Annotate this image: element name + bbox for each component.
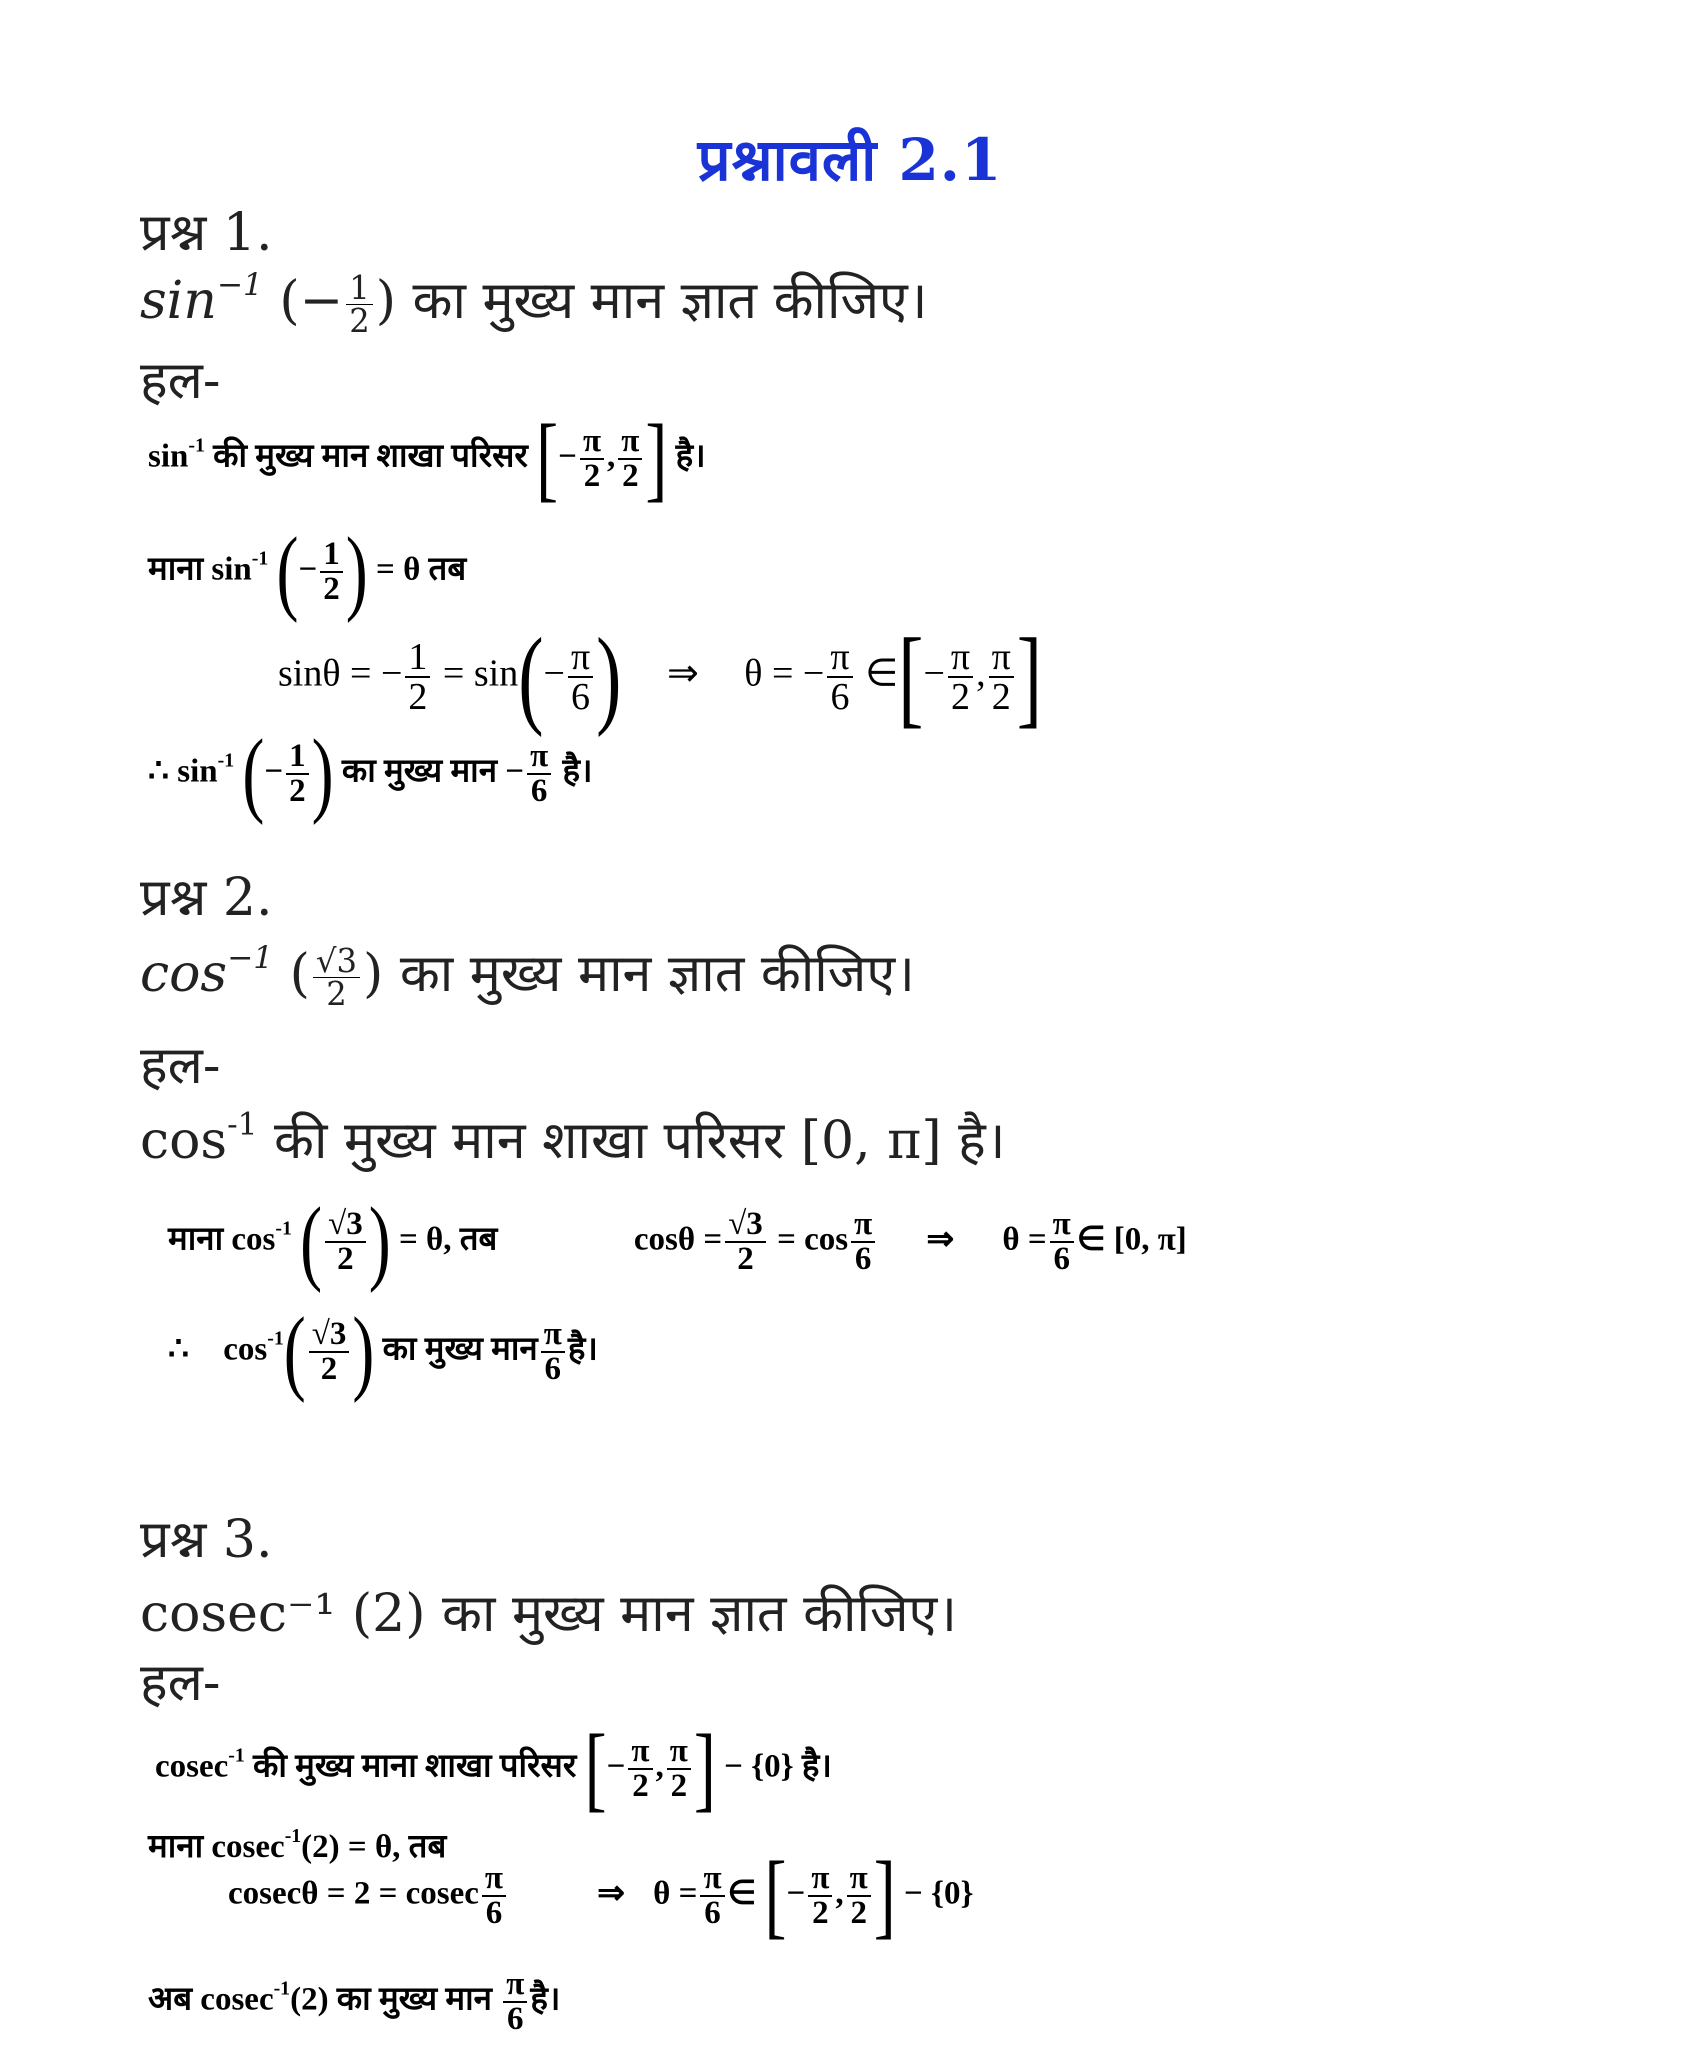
q1-arg-num: 1 <box>346 272 373 305</box>
q3-l1-lbracket: [ <box>584 1715 607 1822</box>
q2-l2-lparen: ( <box>300 1188 323 1295</box>
q3-line4 <box>148 1968 560 2036</box>
q1-arg-close: ) <box>375 271 396 332</box>
q1-l3-six2: 6 <box>830 676 850 718</box>
q1-l3-minus: − <box>543 652 565 695</box>
q1-l4-minus: − <box>264 753 284 790</box>
q3-l3-theta: θ = <box>653 1875 698 1912</box>
q1-l3-lbracket: [ <box>898 616 924 738</box>
q1-l4-two: 2 <box>289 773 306 809</box>
q2-arg-frac <box>313 942 360 1014</box>
q3-l3-in: ∈ <box>727 1875 757 1912</box>
q2-l2-frac4 <box>1050 1208 1074 1276</box>
q3-line1 <box>155 1715 832 1822</box>
q1-l2-frac <box>320 538 343 606</box>
q1-hal: हल- <box>140 351 221 411</box>
q1-l1-frac2 <box>618 425 642 493</box>
q3-l3-pi2: π <box>700 1862 724 1897</box>
q2-l2-sup: -1 <box>275 1217 292 1240</box>
q3-l1-minus: − <box>606 1748 626 1785</box>
q2-line1 <box>140 1106 1006 1171</box>
q3-l1-pi1: π <box>628 1735 652 1770</box>
q1-line1 <box>148 405 706 512</box>
q2-l3-therefore: ∴ <box>168 1331 189 1368</box>
q2-l3-lparen: ( <box>283 1298 306 1405</box>
q3-l4-end: है। <box>530 1981 561 2018</box>
q1-l3-frac4 <box>948 638 973 716</box>
q1-l2-rparen: ) <box>345 518 368 625</box>
q2-ask: का मुख्य मान ज्ञात कीजिए। <box>399 944 915 1005</box>
q1-l3-two3: 2 <box>951 676 971 718</box>
q1-l2-two: 2 <box>323 571 340 607</box>
q2-l2-two: 2 <box>337 1241 354 1277</box>
q2-line3 <box>168 1298 598 1405</box>
q1-l1-pi1: π <box>580 425 604 460</box>
q2-l2-six2: 6 <box>1053 1241 1070 1277</box>
q2-arg-num: √3 <box>313 945 360 978</box>
q3-l4-sup: -1 <box>273 1977 291 2000</box>
q3-l2-text: माना cosec <box>148 1829 285 1865</box>
q2-l2-text: माना cos <box>168 1221 276 1258</box>
q1-l4-six: 6 <box>530 773 548 809</box>
q2-func: cos <box>140 944 228 1005</box>
q2-l2-six: 6 <box>854 1241 872 1277</box>
q1-l3-one: 1 <box>405 638 430 678</box>
q2-l2-cos: = cos <box>777 1221 849 1258</box>
q2-l3-text: का मुख्य मान <box>382 1331 538 1368</box>
q3-l3-six: 6 <box>485 1895 503 1931</box>
q1-l4-result <box>527 740 551 808</box>
q1-l3-lparen: ( <box>518 616 544 738</box>
q1-l4-sup: -1 <box>217 749 235 772</box>
q1-l3-implies: ⇒ <box>666 652 699 695</box>
q2-heading: प्रश्न 2. <box>140 868 273 928</box>
q1-l4-end: है। <box>562 753 593 790</box>
q3-l1-frac1 <box>628 1735 652 1803</box>
q1-l3-frac2 <box>568 638 593 716</box>
q2-l3-end: है। <box>567 1331 598 1368</box>
q1-l2-minus: − <box>298 551 318 588</box>
q3-l1-comma: , <box>655 1748 664 1785</box>
q2-hal: हल- <box>140 1036 221 1096</box>
q1-l1-sup: -1 <box>188 434 205 457</box>
q2-l3-six: 6 <box>544 1351 562 1387</box>
q3-l3-implies: ⇒ <box>597 1875 625 1912</box>
q3-l3-frac1 <box>482 1862 506 1930</box>
q3-l1-sup: -1 <box>228 1744 245 1767</box>
q2-l3-frac <box>309 1318 350 1386</box>
q3-l3-pi: π <box>482 1862 506 1897</box>
q3-l1-two2: 2 <box>670 1768 688 1804</box>
q3-l3-rbracket: ] <box>873 1842 896 1949</box>
q1-l4-text: का मुख्य मान − <box>341 753 525 790</box>
q2-l2-frac <box>325 1208 366 1276</box>
q3-hal: हल- <box>140 1653 221 1713</box>
q2-sup: −1 <box>227 939 274 976</box>
q2-l2-implies: ⇒ <box>926 1221 955 1258</box>
q1-l4-frac <box>286 740 309 808</box>
q1-arg-open: (− <box>279 271 344 332</box>
q1-l3-frac5 <box>989 638 1014 716</box>
q1-ask: का मुख्य मान ज्ञात कीजिए। <box>412 271 928 332</box>
q1-heading: प्रश्न 1. <box>140 203 273 263</box>
q1-l3-frac3 <box>827 638 852 716</box>
q3-l3-minus: − <box>786 1875 806 1912</box>
q3-l3-pi4: π <box>847 1862 871 1897</box>
q2-l2-sqrt3b: √3 <box>725 1208 766 1243</box>
q1-l1-sin: sin <box>148 438 189 475</box>
q1-l3-rbracket: ] <box>1016 616 1043 738</box>
q1-l1-frac1 <box>580 425 604 493</box>
q2-l2-cos-theta: cosθ = <box>633 1221 723 1258</box>
q2-arg-open: ( <box>289 944 310 1005</box>
q3-l1-two1: 2 <box>632 1768 649 1804</box>
q1-l1-text: की मुख्य मान शाखा परिसर <box>213 438 528 475</box>
q3-l4-mid: (2) का मुख्य मान <box>290 1981 492 2018</box>
q1-l3-pi4: π <box>989 638 1014 678</box>
q1-l3-pi3: π <box>948 638 973 678</box>
q3-question: cosec⁻¹ (2) का मुख्य मान ज्ञात कीजिए। <box>140 1584 958 1644</box>
q2-l2-range: ∈ [0, π] <box>1076 1221 1187 1258</box>
q1-arg-frac <box>346 269 373 341</box>
q1-l3-six: 6 <box>571 676 591 718</box>
q1-l1-lbracket: [ <box>536 405 559 512</box>
q2-l3-sup: -1 <box>267 1327 284 1350</box>
q3-l4-pi: π <box>503 1968 527 2003</box>
q1-l1-pi2: π <box>618 425 642 460</box>
q1-l2-lparen: ( <box>276 518 299 625</box>
q2-l3-pi: π <box>541 1318 565 1353</box>
q3-l3-two3: 2 <box>812 1895 829 1931</box>
q1-l3-sin: = sin <box>442 652 519 695</box>
q3-l1-pi2: π <box>667 1735 691 1770</box>
q1-line2 <box>148 518 467 625</box>
q3-l1-end: − {0} है। <box>724 1748 832 1785</box>
q1-l2-end: = θ तब <box>376 551 467 588</box>
q1-l1-rbracket: ] <box>645 405 668 512</box>
q3-l3-two4: 2 <box>850 1895 867 1931</box>
q1-l3-sin-theta: sinθ = − <box>278 652 403 695</box>
q1-l4-therefore-sin: ∴ sin <box>148 753 218 790</box>
q2-l3-rparen: ) <box>352 1298 375 1405</box>
q3-l2-end: (2) = θ, तब <box>301 1829 447 1865</box>
q1-line3 <box>278 616 1043 738</box>
q2-l1-text: की मुख्य मान शाखा परिसर [0, π] है। <box>274 1111 1006 1171</box>
q3-l3-frac3 <box>808 1862 832 1930</box>
page-title: प्रश्नावली 2.1 <box>697 126 1003 194</box>
q1-question <box>140 266 928 341</box>
q1-l2-one: 1 <box>320 538 343 573</box>
q1-l4-lparen: ( <box>242 720 265 827</box>
q3-l3-frac4 <box>847 1862 871 1930</box>
q2-l2-frac2 <box>725 1208 766 1276</box>
q2-arg-close: ) <box>363 944 384 1005</box>
q1-l3-pi2: π <box>827 638 852 678</box>
q1-l3-in: ∈ <box>865 652 899 695</box>
q2-l2-two2: 2 <box>737 1241 754 1277</box>
q3-l1-text: की मुख्य माना शाखा परिसर <box>253 1748 577 1785</box>
q2-l1-cos: cos <box>140 1111 228 1171</box>
q1-l3-minus2: − <box>923 652 945 695</box>
q2-l3-two: 2 <box>320 1351 338 1387</box>
q1-l3-theta: θ = − <box>744 652 825 695</box>
q3-l3-comma: , <box>835 1875 844 1912</box>
q3-l2-sup: -1 <box>284 1825 302 1848</box>
q2-arg-den: 2 <box>326 975 347 1014</box>
q3-l3-frac2 <box>700 1862 724 1930</box>
q3-l3-cosec-theta: cosecθ = 2 = cosec <box>228 1875 479 1912</box>
q2-l2-then: = θ, तब <box>398 1221 498 1258</box>
q1-l4-rparen: ) <box>311 720 334 827</box>
q3-l4-six: 6 <box>507 2001 524 2037</box>
q1-l3-rparen: ) <box>596 616 622 738</box>
q2-l2-pi: π <box>851 1208 875 1243</box>
q1-l2-text: माना sin <box>148 551 252 588</box>
q1-arg-den: 2 <box>349 302 370 341</box>
q3-l3-end: − {0} <box>904 1875 974 1912</box>
q1-l3-frac1 <box>405 638 430 716</box>
q3-l1-cosec: cosec <box>155 1748 229 1785</box>
q2-l3-cos: cos <box>223 1331 268 1368</box>
q1-l4-one: 1 <box>286 740 309 775</box>
q1-l1-comma: , <box>607 438 616 475</box>
q1-l3-two: 2 <box>408 676 428 718</box>
q3-l4-text: अब cosec <box>148 1981 274 2018</box>
q3-l3-lbracket: [ <box>764 1842 787 1949</box>
q1-line4 <box>148 720 593 827</box>
q1-l3-two4: 2 <box>991 676 1011 718</box>
q3-line2 <box>148 1822 446 1867</box>
q3-l3-six2: 6 <box>704 1895 721 1931</box>
q2-l1-sup: -1 <box>227 1106 258 1143</box>
q1-l1-end: है। <box>675 438 706 475</box>
q2-question <box>140 939 915 1014</box>
q1-l1-minus: − <box>558 438 577 475</box>
q2-line2 <box>168 1188 1187 1295</box>
q3-l1-rbracket: ] <box>693 1715 716 1822</box>
q1-l3-comma: , <box>976 652 986 695</box>
q3-l4-result <box>503 1968 527 2036</box>
q2-l3-result <box>541 1318 565 1386</box>
q2-l2-pi2: π <box>1050 1208 1074 1243</box>
q2-l2-rparen: ) <box>368 1188 391 1295</box>
q1-func: sin <box>140 271 217 332</box>
q1-l1-two2: 2 <box>622 458 639 494</box>
q1-l4-pi: π <box>527 740 551 775</box>
q1-l2-sup: -1 <box>251 547 269 570</box>
q2-l2-theta: θ = <box>1002 1221 1047 1258</box>
q2-l2-sqrt3: √3 <box>325 1208 366 1243</box>
q3-heading: प्रश्न 3. <box>140 1510 273 1570</box>
q2-l2-frac3 <box>851 1208 875 1276</box>
q3-l1-frac2 <box>667 1735 691 1803</box>
q1-sup: −1 <box>216 266 263 303</box>
q1-l3-pi: π <box>568 638 593 678</box>
q3-l3-pi3: π <box>808 1862 832 1897</box>
q2-l3-sqrt3: √3 <box>309 1318 350 1353</box>
q1-l1-two1: 2 <box>583 458 601 494</box>
